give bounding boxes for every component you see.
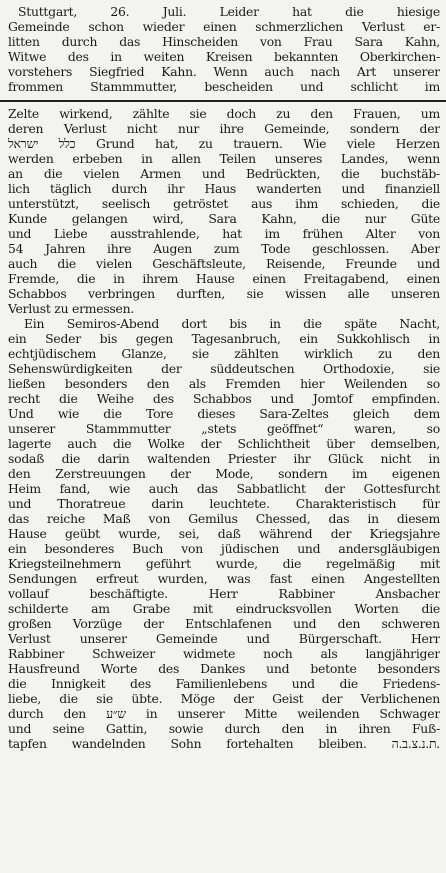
text-line: frommen Stammmutter, bescheiden und schlicht im xyxy=(8,79,440,94)
text-line: lich täglich durch ihr Haus wanderten und finanziell xyxy=(8,181,440,196)
text-line: den Zerstreuungen der Mode, sondern im eigenen xyxy=(8,466,440,481)
text-line: Verlust unserer Gemeinde und Bürgerschaft. Herr xyxy=(8,631,440,646)
text-line: Sehenswürdigkeiten der süddeutschen Orthodoxie, sie xyxy=(8,361,440,376)
text-line: das reiche Maß von Gemilus Chessed, das in diesem xyxy=(8,511,440,526)
text-line: 54 Jahren ihre Augen zum Tode geschlossen. Aber xyxy=(8,241,440,256)
text-line: großen Vorzüge der Entschlafenen und den schweren xyxy=(8,616,440,631)
text-line: tapfen wandelnden Sohn fortehalten bleiben. ת.נ.צ.ב.ה. xyxy=(8,736,440,751)
text-line: Hausfreund Worte des Dankes und betonte besonders xyxy=(8,661,440,676)
text-line: unterstützt, seelisch getröstet aus ihm schieden, die xyxy=(8,196,440,211)
text-line: Sendungen erfreut wurden, was fast einen Angestellten xyxy=(8,571,440,586)
text-line: an die vielen Armen und Bedrückten, die buchstäb- xyxy=(8,166,440,181)
text-line: litten durch das Hinscheiden von Frau Sara Kahn, xyxy=(8,34,440,49)
text-line: Und wie die Tore dieses Sara-Zeltes gleich dem xyxy=(8,406,440,421)
text-line: Verlust zu ermessen. xyxy=(8,301,135,316)
text-line: Hause geübt wurde, sei, daß während der Kriegsjahre xyxy=(8,526,440,541)
text-line: Rabbiner Schweizer widmete noch als langjähriger xyxy=(8,646,440,661)
text-line: Stuttgart, 26. Juli. Leider hat die hiesige xyxy=(18,4,440,19)
text-line: liebe, die sie übte. Möge der Geist der Verblichenen xyxy=(8,691,440,706)
text-line: ein Seder bis gegen Tagesanbruch, ein Sukkohlisch in xyxy=(8,331,440,346)
text-line: vollauf beschäftigte. Herr Rabbiner Ansbacher xyxy=(8,586,440,601)
text-line: sodaß die darin waltenden Priester ihr Glück nicht in xyxy=(8,451,440,466)
article-block-top xyxy=(8,4,440,94)
text-line: Ein Semiros-Abend dort bis in die späte Nacht, xyxy=(24,316,440,331)
article-block-main xyxy=(8,106,440,751)
text-line: Fremde, die in ihrem Hause einen Freitagabend, einen xyxy=(8,271,440,286)
text-line: ließen besonders den als Fremden hier Weilenden so xyxy=(8,376,440,391)
text-line: lagerte auch die Wolke der Schlichtheit über demselben, xyxy=(8,436,440,451)
text-line: ein besonderes Buch von jüdischen und andersgläubigen xyxy=(8,541,440,556)
text-line: und seine Gattin, sowie durch den in ihren Fuß- xyxy=(8,721,440,736)
text-line: und Liebe ausstrahlende, hat im frühen Alter von xyxy=(8,226,440,241)
text-line: כלל ישראל Grund hat, zu trauern. Wie viele Herzen xyxy=(8,136,440,151)
text-line: Kriegsteilnehmern geführt wurde, die regelmäßig mit xyxy=(8,556,440,571)
text-line: Heim fand, wie auch das Sabbatlicht der Gottesfurcht xyxy=(8,481,440,496)
text-line: echtjüdischem Glanze, sie zählten wirklich zu den xyxy=(8,346,440,361)
text-line: auch die vielen Geschäftsleute, Reisende, Freunde und xyxy=(8,256,440,271)
text-line: Gemeinde schon wieder einen schmerzlichen Verlust er- xyxy=(8,19,440,34)
column-divider-rule xyxy=(0,100,446,102)
text-line: Zelte wirkend, zählte sie doch zu den Frauen, um xyxy=(8,106,440,121)
text-line: und Thoratreue darin leuchtete. Charakteristisch für xyxy=(8,496,440,511)
text-line: die Innigkeit des Familienlebens und die Friedens- xyxy=(8,676,440,691)
text-line: recht die Weihe des Schabbos und Jomtof empfinden. xyxy=(8,391,440,406)
text-line: unserer Stammmutter „stets geöffnet“ waren, so xyxy=(8,421,440,436)
text-line: Witwe des in weiten Kreisen bekannten Oberkirchen- xyxy=(8,49,440,64)
text-line: Schabbos verbringen durften, sie wissen alle unseren xyxy=(8,286,440,301)
text-line: werden erbeben in allen Teilen unseres Landes, wenn xyxy=(8,151,440,166)
text-line: durch den ש״ע in unserer Mitte weilenden Schwager xyxy=(8,706,440,721)
text-line: deren Verlust nicht nur ihre Gemeinde, sondern der xyxy=(8,121,440,136)
text-line: Kunde gelangen wird, Sara Kahn, die nur Güte xyxy=(8,211,440,226)
text-line: vorstehers Siegfried Kahn. Wenn auch nach Art unserer xyxy=(8,64,440,79)
text-line: schilderte am Grabe mit eindrucksvollen Worten die xyxy=(8,601,440,616)
